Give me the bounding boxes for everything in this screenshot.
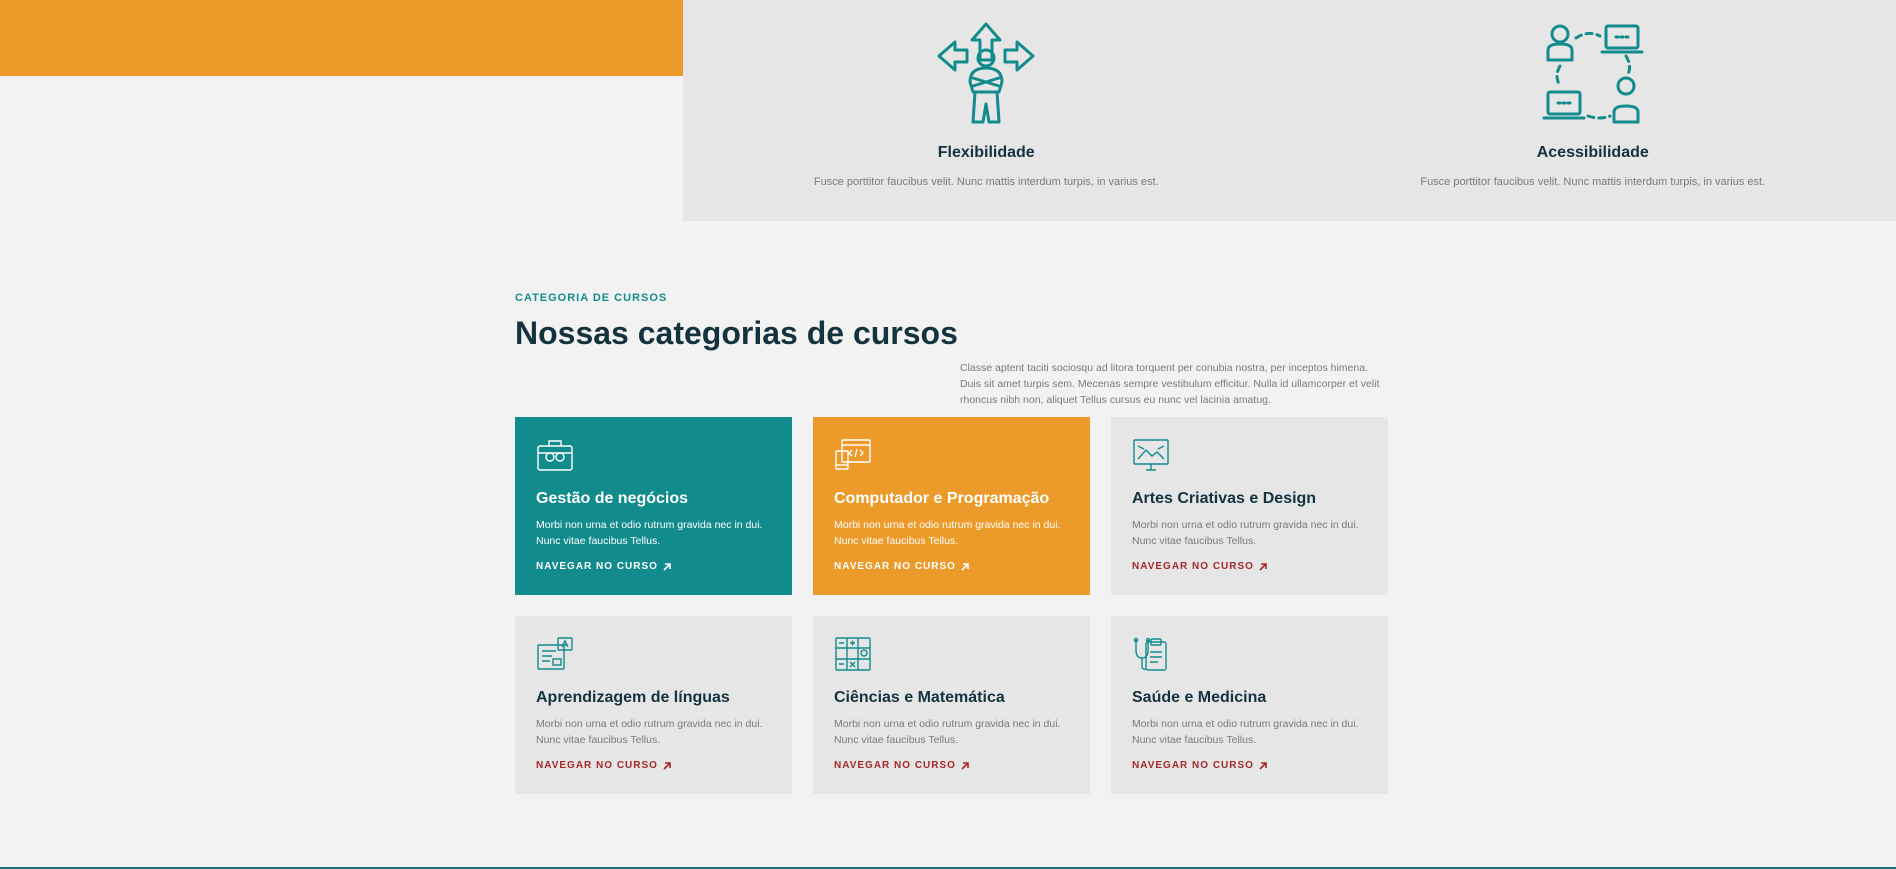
- section-title: Nossas categorias de cursos: [515, 315, 958, 351]
- card-text: Morbi non urna et odio rutrum gravida nec in dui. Nunc vitae faucibus Tellus.: [1132, 718, 1359, 746]
- category-card-design[interactable]: [1111, 417, 1388, 595]
- browse-course-link[interactable]: [536, 561, 672, 572]
- section-description: Classe aptent taciti sociosqu ad litora torquent per conubia nostra, per inceptos himena. Duis sit amet turpis sem. Mecenas sempre vestibulum efficitur. Nulla id ullamcorper et velit rhoncus nibh non, aliquet Tellus cursus eu nunc vel lacinia amatug.: [960, 362, 1380, 406]
- categories-header: [515, 292, 1387, 408]
- browse-course-link[interactable]: [536, 760, 672, 771]
- arrow-up-right-icon: [1258, 761, 1268, 771]
- code-window-icon: [834, 437, 872, 473]
- card-title: Artes Criativas e Design: [1132, 490, 1317, 507]
- card-text: Morbi non urna et odio rutrum gravida nec in dui. Nunc vitae faucibus Tellus.: [1132, 519, 1359, 547]
- feature-accessibility: [1290, 0, 1896, 221]
- link-label: NAVEGAR NO CURSO: [536, 760, 658, 771]
- arrow-up-right-icon: [960, 761, 970, 771]
- section-kicker: CATEGORIA DE CURSOS: [515, 292, 668, 304]
- category-card-science-math[interactable]: [813, 616, 1090, 794]
- stethoscope-clipboard-icon: [1132, 636, 1170, 672]
- category-card-business[interactable]: [515, 417, 792, 595]
- briefcase-icon: [536, 437, 574, 473]
- arrow-up-right-icon: [662, 562, 672, 572]
- feature-text: Fusce porttitor faucibus velit. Nunc mattis interdum turpis, in varius est.: [813, 176, 1159, 188]
- category-card-languages[interactable]: [515, 616, 792, 794]
- people-network-laptops-icon: [1540, 20, 1646, 126]
- calculator-icon: [834, 636, 872, 672]
- feature-text: Fusce porttitor faucibus velit. Nunc mattis interdum turpis, in varius est.: [1420, 176, 1766, 188]
- arrow-up-right-icon: [1258, 562, 1268, 572]
- browse-course-link[interactable]: [1132, 561, 1268, 572]
- card-text: Morbi non urna et odio rutrum gravida nec in dui. Nunc vitae faucibus Tellus.: [536, 519, 763, 547]
- link-label: NAVEGAR NO CURSO: [1132, 561, 1254, 572]
- direction-arrows-person-icon: [933, 20, 1039, 126]
- card-title: Aprendizagem de línguas: [536, 689, 730, 706]
- category-card-health[interactable]: [1111, 616, 1388, 794]
- arrow-up-right-icon: [662, 761, 672, 771]
- features-panel: [683, 0, 1896, 221]
- card-title: Saúde e Medicina: [1132, 689, 1267, 706]
- orange-banner-strip: [0, 0, 683, 76]
- card-title: Gestão de negócios: [536, 490, 689, 507]
- card-title: Ciências e Matemática: [834, 689, 1005, 706]
- link-label: NAVEGAR NO CURSO: [834, 760, 956, 771]
- feature-title: Acessibilidade: [1536, 144, 1649, 161]
- category-grid: [515, 417, 1387, 794]
- monitor-design-icon: [1132, 437, 1170, 473]
- link-label: NAVEGAR NO CURSO: [834, 561, 956, 572]
- card-title: Computador e Programação: [834, 490, 1050, 507]
- feature-flexibility: [683, 0, 1290, 221]
- link-label: NAVEGAR NO CURSO: [536, 561, 658, 572]
- category-card-programming[interactable]: [813, 417, 1090, 595]
- card-text: Morbi non urna et odio rutrum gravida nec in dui. Nunc vitae faucibus Tellus.: [536, 718, 763, 746]
- arrow-up-right-icon: [960, 562, 970, 572]
- browse-course-link[interactable]: [834, 561, 970, 572]
- card-text: Morbi non urna et odio rutrum gravida nec in dui. Nunc vitae faucibus Tellus.: [834, 519, 1061, 547]
- browse-course-link[interactable]: [1132, 760, 1268, 771]
- link-label: NAVEGAR NO CURSO: [1132, 760, 1254, 771]
- card-text: Morbi non urna et odio rutrum gravida nec in dui. Nunc vitae faucibus Tellus.: [834, 718, 1061, 746]
- browse-course-link[interactable]: [834, 760, 970, 771]
- feature-title: Flexibilidade: [937, 144, 1035, 161]
- language-book-icon: [536, 636, 574, 672]
